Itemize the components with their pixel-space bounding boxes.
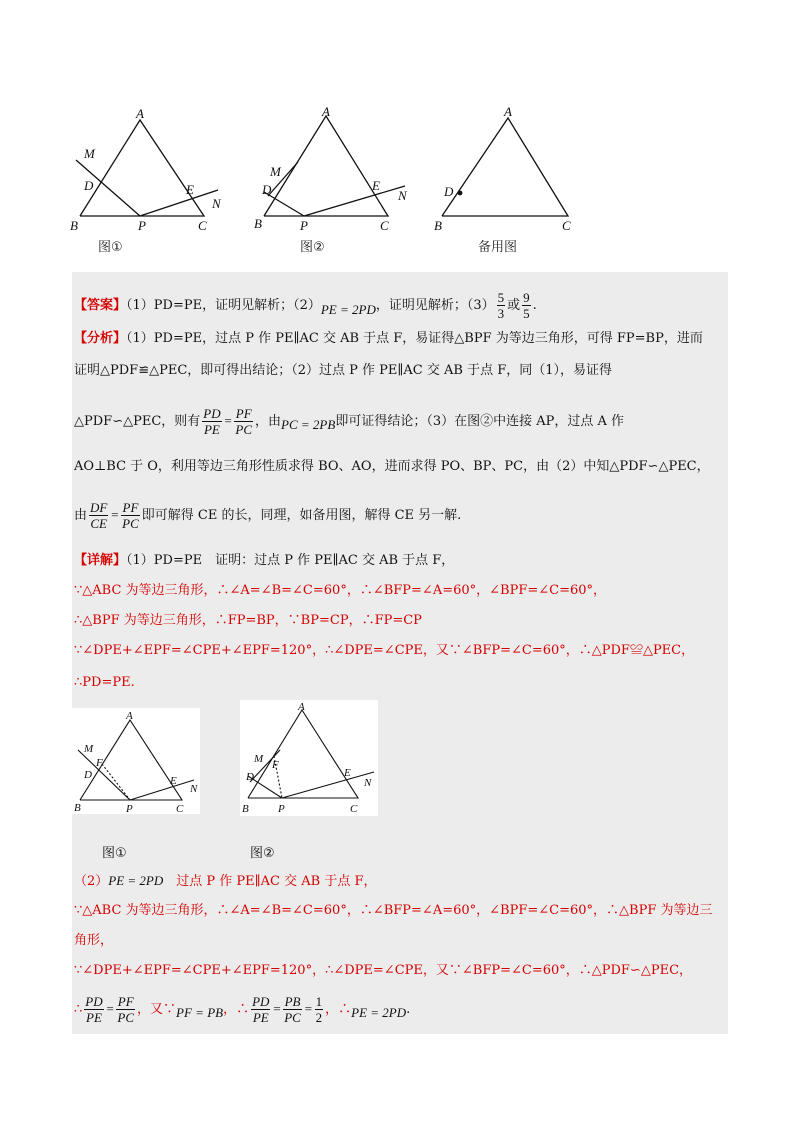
svg-text:B: B — [242, 803, 249, 815]
svg-text:D: D — [262, 182, 272, 197]
svg-text:A: A — [298, 701, 305, 713]
fraction-pd-pe-2: $\frac{PD}{PE}$ — [85, 994, 103, 1025]
svg-text:A: A — [126, 710, 133, 722]
analysis-line-4: AO⊥BC 于 O，利用等边三角形性质求得 BO、AO，进而求得 PO、BP、PC，由（2）中知△PDF∽△PEC， — [74, 459, 710, 474]
answer-line: 【答案】（1）PD=PE，证明见解析；（2）PE = 2PD，证明见解析；（3） $\frac{5}{3}$ 或 $\frac{9}{5}$ . — [74, 290, 537, 321]
svg-text:C: C — [380, 218, 389, 233]
analysis-line-5: 由 $\frac{DF}{CE}$ = $\frac{PF}{PC}$ 即可解得 CE 的长，同理，如备用图，解得 CE 另一解. — [74, 500, 462, 531]
svg-text:D: D — [444, 184, 454, 199]
detail-part2-line-1: （2）PE = 2PD 过点 P 作 PE∥AC 交 AB 于点 F， — [74, 873, 377, 889]
svg-text:E: E — [344, 767, 351, 779]
svg-text:M: M — [270, 164, 281, 179]
detail-line-2: ∵△ABC 为等边三角形，∴∠A=∠B=∠C=60°，∴∠BFP=∠A=60°，∠BPF=∠C=60°， — [74, 583, 607, 598]
detail-part2-line-4: ∵∠DPE+∠EPF=∠CPE+∠EPF=120°，∴∠DPE=∠CPE，又∵∠BFP=∠C=60°，∴△PDF∽△PEC， — [74, 963, 693, 978]
figure-1 — [68, 104, 228, 236]
detail-line-5: ∴PD=PE. — [74, 675, 135, 690]
svg-text:E: E — [170, 775, 177, 787]
solution-figure-1-caption: 图① — [102, 846, 127, 861]
detail-line-3: ∴△BPF 为等边三角形，∴FP=BP，∵BP=CP，∴FP=CP — [74, 613, 422, 628]
svg-text:P: P — [138, 218, 146, 233]
solution-figure-2-caption: 图② — [250, 846, 275, 861]
svg-text:M: M — [84, 743, 94, 755]
fraction-pb-pc: $\frac{PB}{PC}$ — [284, 994, 301, 1025]
detail-line-1: 【详解】（1）PD=PE 证明：过点 P 作 PE∥AC 交 AB 于点 F， — [74, 553, 455, 568]
figure-3-caption: 备用图 — [478, 240, 518, 255]
svg-text:M: M — [84, 146, 95, 161]
svg-text:C: C — [176, 803, 184, 814]
answer-eq: PE = 2PD — [320, 302, 376, 317]
detail-part2-line-3: 角形， — [74, 933, 114, 948]
svg-text:C: C — [198, 218, 207, 233]
svg-text:B: B — [70, 218, 78, 233]
fraction-pd-pe-3: $\frac{PD}{PE}$ — [252, 994, 270, 1025]
svg-text:E: E — [186, 182, 194, 197]
svg-text:B: B — [74, 802, 81, 814]
svg-text:F: F — [96, 757, 103, 769]
solution-figure-2 — [240, 700, 378, 816]
svg-text:F: F — [272, 759, 279, 771]
svg-text:C: C — [350, 803, 358, 815]
svg-text:N: N — [212, 196, 221, 211]
svg-text:B: B — [254, 216, 262, 231]
fraction-pf-pc-2: $\frac{PF}{PC}$ — [122, 500, 139, 531]
svg-text:A: A — [504, 104, 512, 119]
analysis-tag: 【分析】 — [74, 331, 127, 346]
svg-text:D: D — [84, 769, 92, 781]
fraction-pf-pc-3: $\frac{PF}{PC}$ — [117, 994, 135, 1025]
figure-2 — [250, 104, 415, 236]
svg-text:A: A — [322, 104, 330, 119]
svg-text:N: N — [190, 783, 198, 795]
svg-text:B: B — [434, 218, 442, 233]
detail-tag: 【详解】 — [74, 553, 127, 568]
svg-text:C: C — [562, 218, 571, 233]
detail-part2-line-5: ∴ $\frac{PD}{PE}$ = $\frac{PF}{PC}$ ，又∵PF = PB，∴ $\frac{PD}{PE}$ = $\frac{PB}{PC}$ = $\frac{1}{2}$ ，∴PE = 2PD. — [74, 994, 411, 1025]
analysis-line-3: △PDF∽△PEC，则有 $\frac{PD}{PE}$ = $\frac{PF}{PC}$ ，由PC = 2PB即可证得结论；（3）在图②中连接 AP，过点 A 作 — [74, 406, 625, 437]
svg-text:E: E — [372, 178, 380, 193]
analysis-line-2: 证明△PDF≌△PEC，即可得出结论；（2）过点 P 作 PE∥AC 交 AB 于点 F，同（1），易证得 — [74, 363, 613, 378]
figure-1-caption: 图① — [98, 240, 123, 255]
svg-text:P: P — [300, 218, 308, 233]
svg-text:D: D — [84, 178, 94, 193]
solution-figure-1 — [72, 708, 200, 814]
figure-3 — [432, 104, 582, 236]
detail-part2-line-2: ∵△ABC 为等边三角形，∴∠A=∠B=∠C=60°，∴∠BFP=∠A=60°，∠BPF=∠C=60°，∴△BPF 为等边三 — [74, 903, 713, 918]
analysis-line-1: 【分析】（1）PD=PE，过点 P 作 PE∥AC 交 AB 于点 F，易证得△BPF 为等边三角形，可得 FP=BP，进而 — [74, 331, 703, 346]
svg-text:M: M — [254, 753, 264, 765]
figure-2-caption: 图② — [300, 240, 325, 255]
detail-line-4: ∵∠DPE+∠EPF=∠CPE+∠EPF=120°，∴∠DPE=∠CPE，又∵∠BFP=∠C=60°，∴△PDF≌△PEC， — [74, 643, 695, 658]
answer-tag: 【答案】 — [74, 298, 127, 313]
fraction-1-2: $\frac{1}{2}$ — [315, 994, 323, 1025]
svg-text:N: N — [364, 777, 372, 789]
fraction-df-ce: $\frac{DF}{CE}$ — [90, 500, 108, 531]
svg-text:A: A — [136, 106, 144, 121]
fraction-pd-pe: $\frac{PD}{PE}$ — [203, 406, 221, 437]
svg-text:P: P — [278, 803, 285, 815]
fraction-5-3: $\frac{5}{3}$ — [497, 290, 505, 321]
svg-text:P: P — [126, 803, 133, 814]
fraction-pf-pc: $\frac{PF}{PC}$ — [235, 406, 253, 437]
fraction-9-5: $\frac{9}{5}$ — [523, 290, 530, 321]
svg-text:N: N — [398, 188, 407, 203]
svg-text:D: D — [246, 771, 254, 783]
